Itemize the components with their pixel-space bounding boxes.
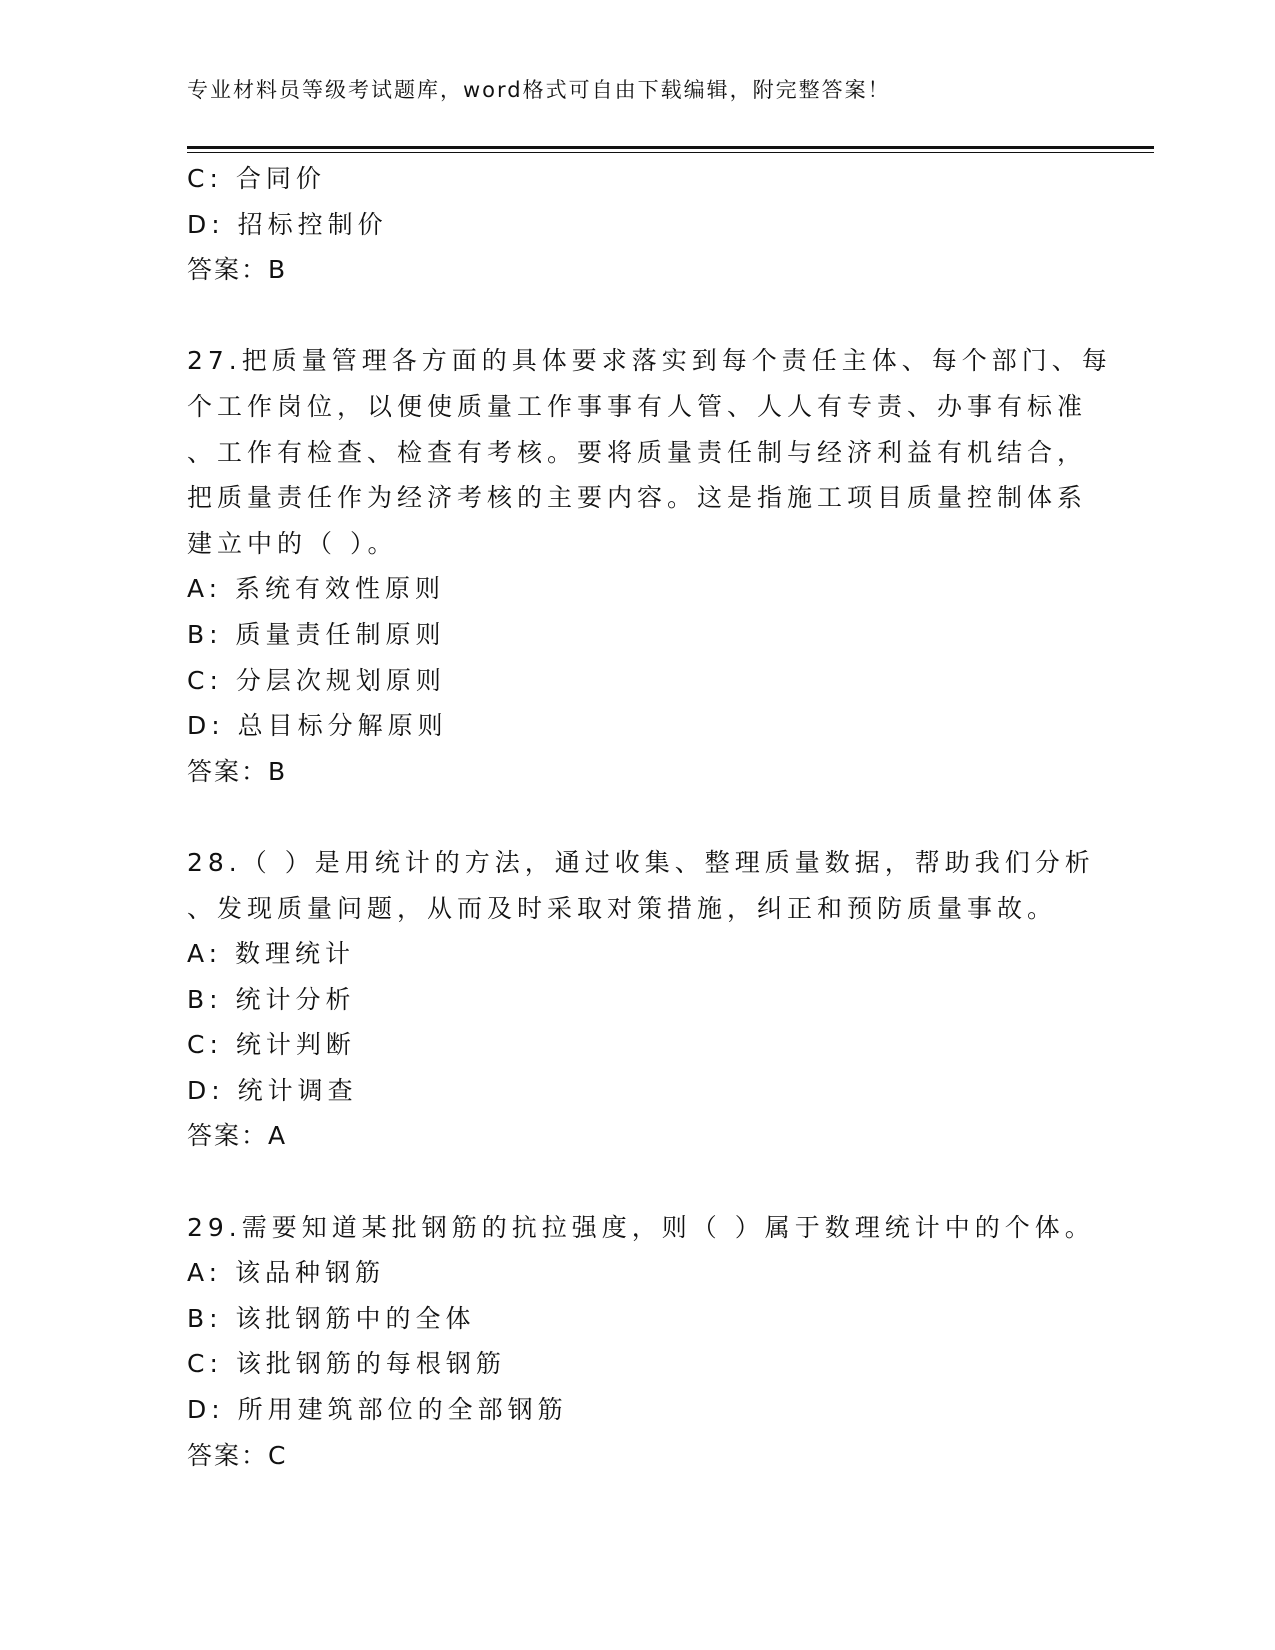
question-text-line: 个工作岗位，以便使质量工作事事有人管、人人有专责、办事有标准 — [187, 391, 1088, 421]
document-body — [187, 156, 1112, 1478]
question-text-line: 建立中的（ ）。 — [187, 528, 398, 558]
option-b: B: 该批钢筋中的全体 — [187, 1303, 476, 1333]
question-29 — [187, 1205, 1095, 1479]
page-header: 专业材料员等级考试题库，word格式可自由下载编辑，附完整答案！ — [187, 78, 891, 102]
spacer — [187, 293, 1087, 339]
option-c: C: 该批钢筋的每根钢筋 — [187, 1349, 506, 1379]
question-text-line: 27.把质量管理各方面的具体要求落实到每个责任主体、每个部门、每 — [187, 346, 1112, 376]
header-rule-thin — [187, 152, 1154, 153]
question-text-line: 、发现质量问题，从而及时采取对策措施，纠正和预防质量事故。 — [187, 893, 1058, 923]
spacer — [187, 794, 1087, 840]
answer: 答案：B — [187, 255, 288, 285]
question-27 — [187, 338, 1112, 794]
answer: 答案：C — [187, 1440, 288, 1470]
question-text-line: 、工作有检查、检查有考核。要将质量责任制与经济利益有机结合， — [187, 437, 1088, 467]
option-d: D: 统计调查 — [187, 1075, 358, 1105]
answer: 答案：A — [187, 1121, 288, 1151]
header-rule-thick — [187, 146, 1154, 149]
option-c: C: 统计判断 — [187, 1030, 356, 1060]
option-d: D: 总目标分解原则 — [187, 711, 448, 741]
option-c: C: 合同价 — [187, 164, 326, 193]
question-text-line: 把质量责任作为经济考核的主要内容。这是指施工项目质量控制体系 — [187, 483, 1088, 513]
option-a: A: 该品种钢筋 — [187, 1258, 386, 1288]
spacer — [187, 1159, 1087, 1205]
option-d: D: 所用建筑部位的全部钢筋 — [187, 1395, 568, 1425]
option-a: A: 数理统计 — [187, 939, 356, 969]
question-28 — [187, 840, 1095, 1159]
question-text-line: 29.需要知道某批钢筋的抗拉强度，则（ ）属于数理统计中的个体。 — [187, 1212, 1095, 1242]
option-b: B: 统计分析 — [187, 984, 356, 1014]
option-d: D: 招标控制价 — [187, 209, 388, 239]
answer: 答案：B — [187, 756, 288, 786]
option-a: A: 系统有效性原则 — [187, 574, 446, 604]
question-text-line: 28.（ ）是用统计的方法，通过收集、整理质量数据，帮助我们分析 — [187, 847, 1095, 877]
option-b: B: 质量责任制原则 — [187, 619, 446, 649]
previous-question-fragment — [187, 156, 1087, 293]
option-c: C: 分层次规划原则 — [187, 665, 446, 695]
